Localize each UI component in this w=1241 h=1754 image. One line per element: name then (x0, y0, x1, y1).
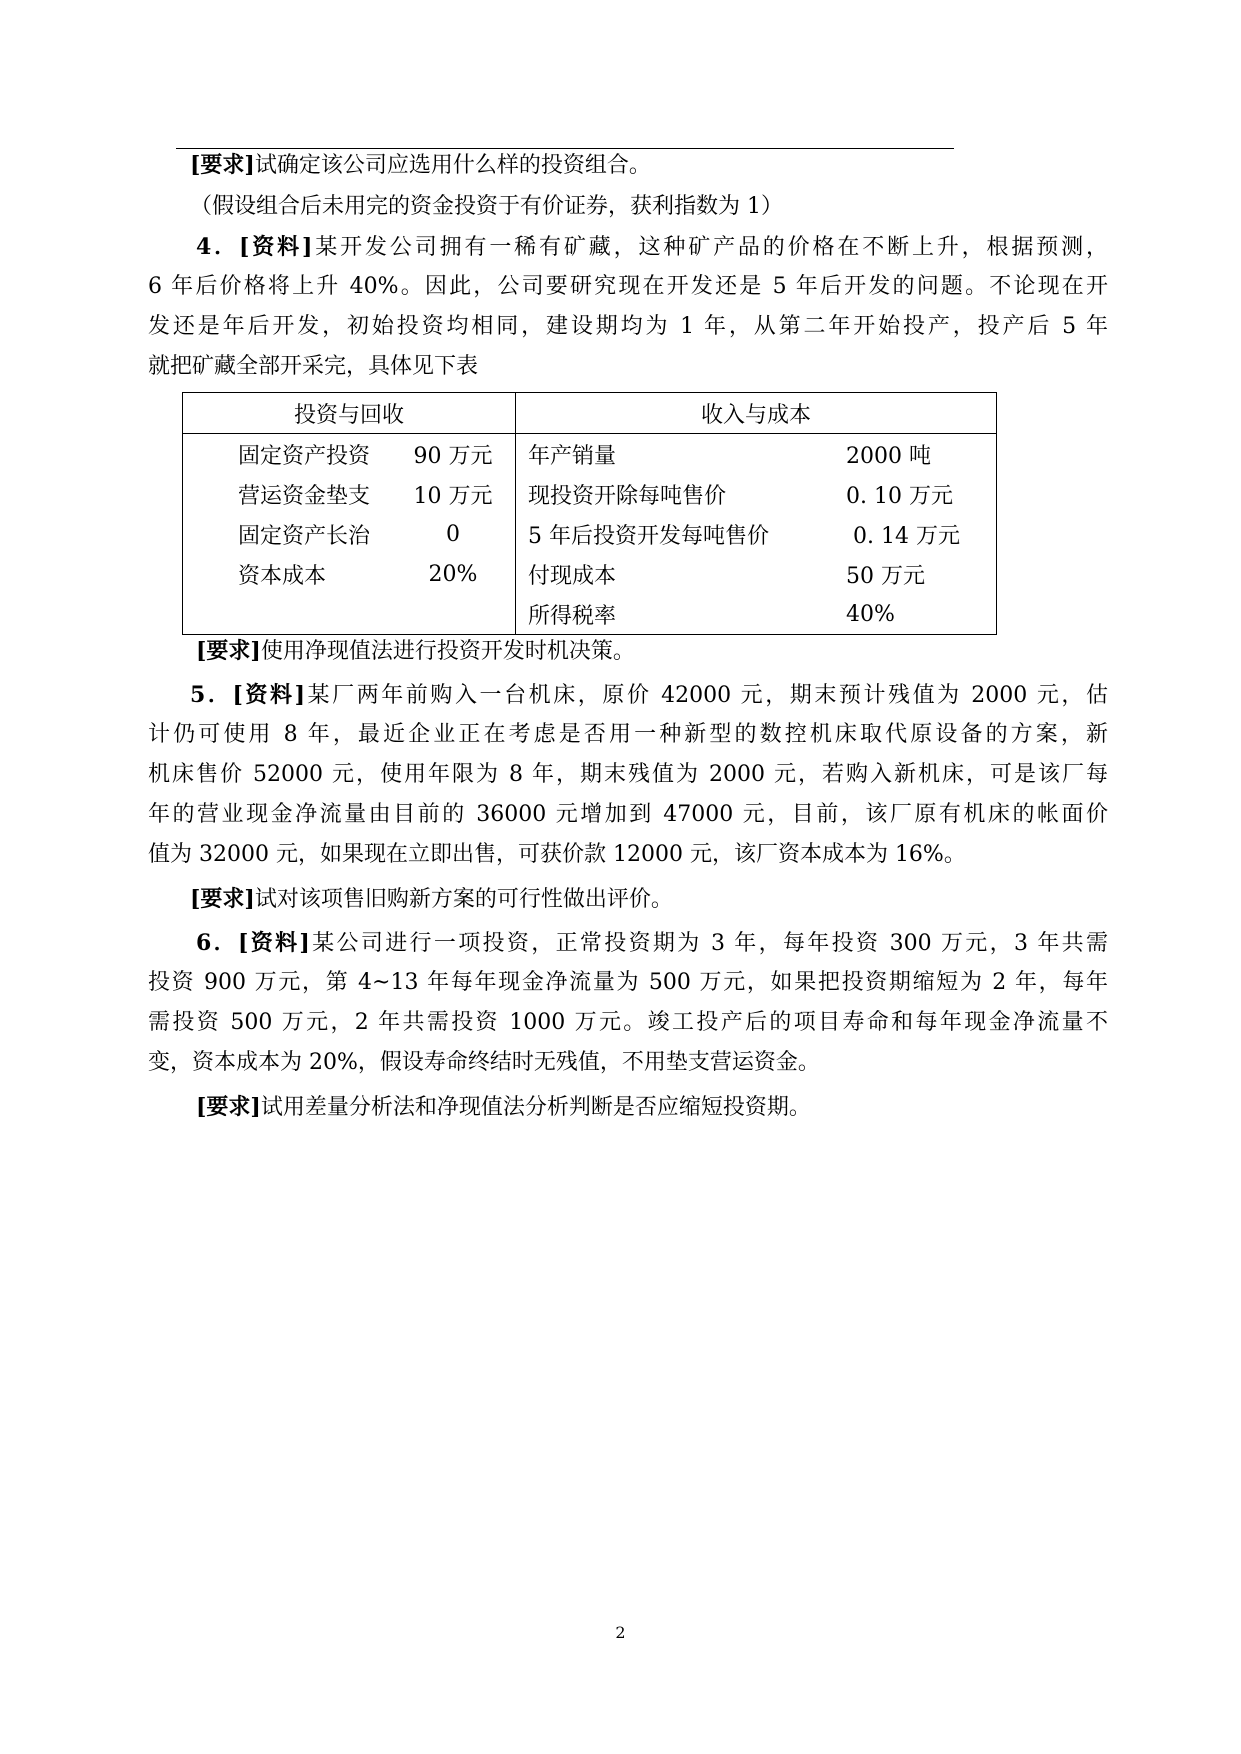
requirement-text: 试确定该公司应选用什么样的投资组合。 (254, 153, 651, 178)
row-label: 现投资开除每吨售价 (528, 483, 727, 509)
material-tag: [资料] (238, 930, 310, 956)
q4-line-4: 就把矿藏全部开采完，具体见下表 (148, 354, 479, 379)
question-number: 5． (190, 682, 233, 708)
table-row (516, 594, 996, 634)
q5-requirement (190, 884, 1150, 915)
q6-line-4: 变，资本成本为 20%，假设寿命终结时无残值，不用垫支营运资金。 (148, 1050, 820, 1075)
row-value: 90 万元 (413, 443, 493, 469)
table-header-right: 收入与成本 (516, 393, 997, 434)
row-value: 0 (446, 521, 460, 547)
q5-line-2: 计仍可使用 8 年，最近企业正在考虑是否用一种新型的数控机床取代原设备的方案，新 (148, 722, 1108, 747)
row-label: 5 年后投资开发每吨售价 (528, 523, 769, 549)
row-label: 固定资产长治 (238, 523, 371, 549)
q3-note: （假设组合后未用完的资金投资于有价证券，获利指数为 1） (190, 194, 783, 219)
q6-line-2: 投资 900 万元，第 4~13 年每年现金净流量为 500 万元，如果把投资期缩短为 2 年，每年 (148, 970, 1108, 995)
requirement-text: 使用净现值法进行投资开发时机决策。 (260, 639, 635, 664)
q5-line-3: 机床售价 52000 元，使用年限为 8 年，期末残值为 2000 元，若购入新机床，可是该厂每 (148, 762, 1108, 787)
table-row (183, 474, 515, 514)
table-row (183, 514, 515, 554)
page-number: 2 (615, 1623, 626, 1642)
requirement-tag: [要求] (196, 638, 261, 664)
row-value: 40% (846, 601, 895, 627)
row-label: 付现成本 (528, 563, 617, 589)
table-header-left: 投资与回收 (183, 393, 516, 434)
investment-table (182, 392, 997, 635)
material-tag: [资料] (239, 234, 313, 260)
q6-requirement (196, 1092, 1156, 1123)
row-label: 年产销量 (528, 443, 617, 469)
q4-line-3: 发还是年后开发，初始投资均相同，建设期均为 1 年，从第二年开始投产，投产后 5 年 (148, 314, 1108, 339)
q4-text: 某开发公司拥有一稀有矿藏，这种矿产品的价格在不断上升，根据预测， (312, 235, 1108, 260)
row-value: 2000 吨 (846, 443, 931, 469)
table-left-cell (183, 434, 516, 635)
row-value: 0. 10 万元 (846, 483, 953, 509)
table-row (516, 474, 996, 514)
q5-line-5: 值为 32000 元，如果现在立即出售，可获价款 12000 元，该厂资本成本为 16%。 (148, 842, 966, 867)
q6-line-3: 需投资 500 万元，2 年共需投资 1000 万元。竣工投产后的项目寿命和每年现金净流量不 (148, 1010, 1108, 1035)
q4-requirement (196, 636, 1156, 667)
q5-line-1 (190, 680, 1108, 711)
row-label: 资本成本 (238, 563, 327, 589)
header-rule (176, 148, 954, 149)
table-right-cell (516, 434, 997, 635)
table-row (516, 514, 996, 554)
q3-requirement (190, 150, 1150, 181)
q6-line-1 (196, 928, 1108, 959)
requirement-tag: [要求] (190, 886, 255, 912)
table-row (183, 554, 515, 594)
material-tag: [资料] (232, 682, 305, 708)
question-number: 4． (196, 234, 240, 260)
q5-line-4: 年的营业现金净流量由目前的 36000 元增加到 47000 元，目前，该厂原有机床的帐面价 (148, 802, 1108, 827)
requirement-tag: [要求] (190, 152, 255, 178)
row-value: 0. 14 万元 (846, 523, 960, 549)
table-row (183, 434, 515, 474)
row-label: 所得税率 (528, 603, 617, 629)
q5-text: 某厂两年前购入一台机床，原价 42000 元，期末预计残值为 2000 元，估 (304, 683, 1108, 708)
q4-line-2: 6 年后价格将上升 40%。因此，公司要研究现在开发还是 5 年后开发的问题。不论现在开 (148, 274, 1108, 299)
row-value: 20% (428, 561, 478, 587)
table-header-row (183, 393, 997, 434)
requirement-tag: [要求] (196, 1094, 261, 1120)
table-row (516, 554, 996, 594)
row-label: 营运资金垫支 (238, 483, 371, 509)
row-label: 固定资产投资 (238, 443, 371, 469)
row-value: 50 万元 (846, 563, 925, 589)
q4-line-1 (196, 232, 1108, 263)
question-number: 6． (196, 930, 238, 956)
requirement-text: 试对该项售旧购新方案的可行性做出评价。 (254, 887, 673, 912)
table-row (516, 434, 996, 474)
requirement-text: 试用差量分析法和净现值法分析判断是否应缩短投资期。 (260, 1095, 811, 1120)
q6-text: 某公司进行一项投资，正常投资期为 3 年，每年投资 300 万元，3 年共需 (309, 931, 1108, 956)
row-value: 10 万元 (413, 483, 493, 509)
table-body-row (183, 434, 997, 635)
